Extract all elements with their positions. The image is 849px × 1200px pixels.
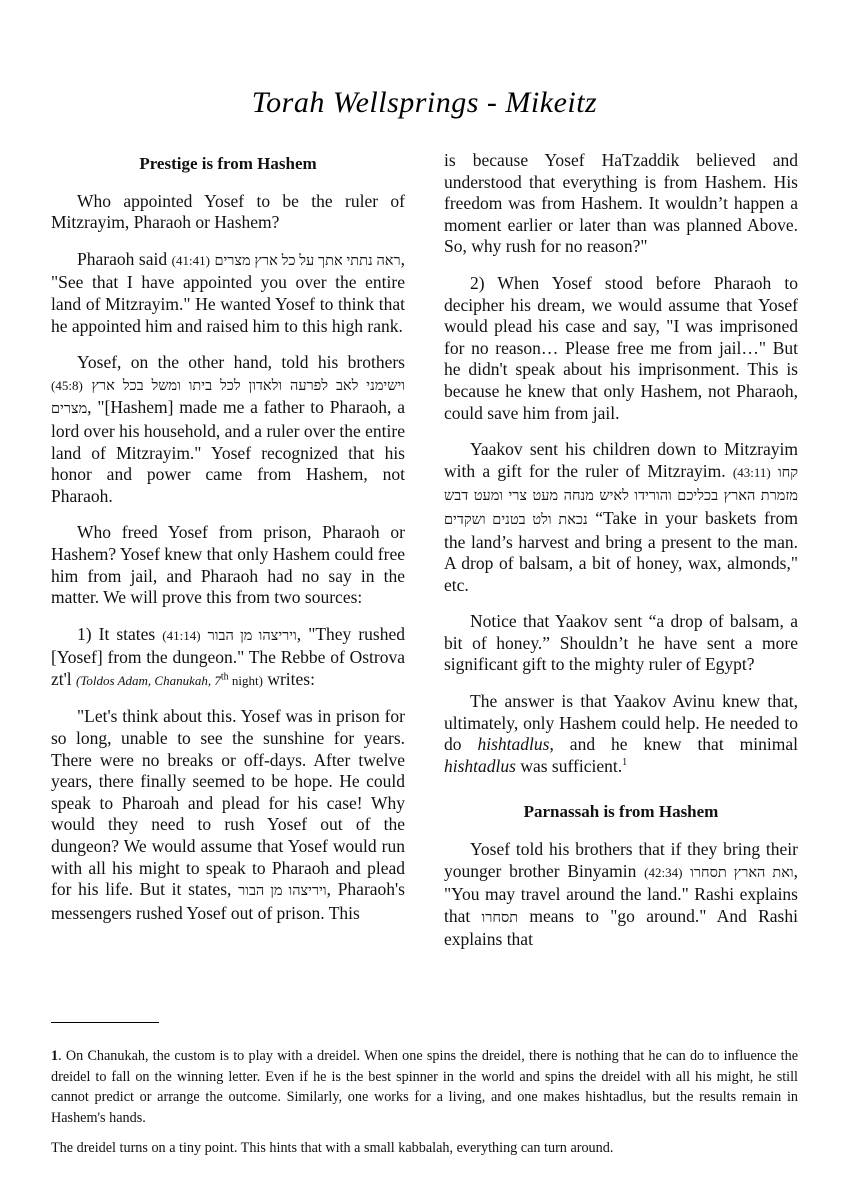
text: Yosef told his brothers that if they bring their younger brother Binyamin	[444, 839, 798, 881]
paragraph	[51, 352, 405, 507]
paragraph: 2) When Yosef stood before Pharaoh to decipher his dream, we would assume that Yosef would plead his case and say, "I was imprisoned for no reason… Please free me from jail…" But he didn't speak about his imprisonment. This is because he knew that only Hashem, not Pharaoh, could save him from jail.	[444, 272, 798, 423]
verse-reference: (45:8)	[51, 377, 83, 393]
right-column	[444, 150, 798, 966]
text: was sufficient.	[515, 755, 623, 776]
footnote-divider	[51, 1022, 159, 1023]
footnote-number: 1	[51, 1048, 59, 1064]
paragraph: Who appointed Yosef to be the ruler of Mitzrayim, Pharaoh or Hashem?	[51, 190, 405, 233]
footnote-marker[interactable]: 1	[622, 757, 628, 769]
hebrew-quote: ויריצהו מן הבור	[207, 627, 297, 644]
citation-tail: night)	[228, 672, 263, 688]
text: “Take in your baskets from the land’s harvest and bring a present to the man. A drop of balsam, a bit of honey, wax, almonds," etc.	[444, 507, 798, 595]
hebrew-quote: ראה נתתי אתך על כל ארץ מצרים	[214, 252, 401, 269]
section-heading-prestige: Prestige is from Hashem	[139, 154, 317, 173]
verse-reference: (43:11)	[732, 464, 771, 480]
footnote-text: . On Chanukah, the custom is to play with a dreidel. When one spins the dreidel, there is nothing that he can do to influence the dreidel to fall on the winning letter. Even if he is the best spinner in the world and spins the dreidel with all his might, he still cannot predict or arrange the outcome. Similarly, one works for a living, and one makes hishtadlus, but the results remain in Hashem's hands.	[51, 1048, 798, 1126]
italic-term: hishtadlus	[477, 734, 550, 755]
paragraph	[444, 439, 798, 596]
verse-reference: (41:14)	[162, 627, 201, 643]
paragraph	[51, 624, 405, 692]
footnotes	[51, 1046, 798, 1169]
verse-reference: (42:34)	[644, 864, 683, 880]
paragraph: Who freed Yosef from prison, Pharaoh or Hashem? Yosef knew that only Hashem could free him from jail, and Pharaoh had no say in the matter. We will prove this from two sources:	[51, 522, 405, 608]
hebrew-quote: וישימני לאב לפרעה ולאדון לכל ביתו ומשל בכל ארץ מצרים	[51, 377, 406, 418]
footnote-continuation: The dreidel turns on a tiny point. This hints that with a small kabbalah, everything can turn around.	[51, 1140, 614, 1156]
paragraph	[444, 839, 798, 951]
hebrew-quote: ואת הארץ תסחרו	[690, 864, 794, 881]
section-heading-parnassah: Parnassah is from Hashem	[523, 802, 719, 822]
paragraph	[51, 249, 405, 337]
superscript: th	[220, 671, 229, 683]
footnote	[51, 1046, 798, 1128]
hebrew-quote: קחו מזמרת הארץ בכליכם והורידו לאיש מנחה מעט צרי ומעט דבש נכאת ולט בטנים ושקדים	[444, 464, 799, 528]
text: Yosef, on the other hand, told his brothers	[77, 352, 405, 373]
paragraph: is because Yosef HaTzaddik believed and understood that everything is from Hashem. His freedom was from Hashem. It wouldn’t happen a moment earlier or later than was planned Above. So, why rush for no reason?"	[444, 150, 798, 257]
paragraph	[444, 691, 798, 777]
source-citation	[76, 673, 263, 688]
text: Yaakov sent his children down to Mitzrayim with a gift for the ruler of Mitzrayim.	[444, 439, 798, 481]
text: means to "go around." And Rashi explains that	[444, 905, 798, 950]
text: 1) It states	[77, 623, 163, 644]
text: "Let's think about this. Yosef was in prison for so long, unable to see the sunshine for years. There were no breaks or off-days. After twelve years, there finally seemed to be hope. He could speak to Pharoah and plead for his case! Why would they need to rush Yosef out of the dungeon? We would assume that Yosef would run with all his might to speak to Pharaoh and plead for his life. But it states,	[51, 706, 405, 900]
text: , "You may travel around the land." Rashi explains that	[444, 860, 799, 926]
page-title: Torah Wellsprings - Mikeitz	[251, 86, 598, 119]
hebrew-quote: ויריצהו מן הבור	[238, 883, 327, 900]
hebrew-word: תסחרו	[481, 909, 519, 926]
text: The answer is that Yaakov Avinu knew that, ultimately, only Hashem could help. He needed to do	[444, 691, 798, 755]
text: , "[Hashem] made me a father to Pharaoh, a lord over his household, and a ruler over the entire land of Mitzrayim." Yosef recognized that his honor and power came from Hashem, not Pharaoh.	[51, 397, 405, 506]
paragraph	[51, 706, 405, 924]
text: , and he knew that minimal	[549, 734, 798, 755]
text: , "They rushed [Yosef] from the dungeon." The Rebbe of Ostrova zt'l	[51, 623, 405, 689]
text: Pharaoh said	[77, 248, 172, 269]
text: writes:	[262, 668, 315, 689]
paragraph: Notice that Yaakov sent “a drop of balsam, a bit of honey.” Shouldn’t he have sent a more significant gift to the mighty ruler of Egypt?	[444, 611, 798, 675]
text: , Pharaoh's messengers rushed Yosef out of prison. This	[51, 879, 405, 923]
left-column	[51, 150, 405, 939]
italic-term: hishtadlus	[444, 755, 516, 776]
verse-reference: (41:41)	[171, 252, 210, 268]
text: , "See that I have appointed you over the entire land of Mitzrayim." He wanted Yosef to think that he appointed him and raised him to this high rank.	[51, 248, 406, 336]
citation-title: (Toldos Adam, Chanukah, 7	[76, 672, 221, 688]
